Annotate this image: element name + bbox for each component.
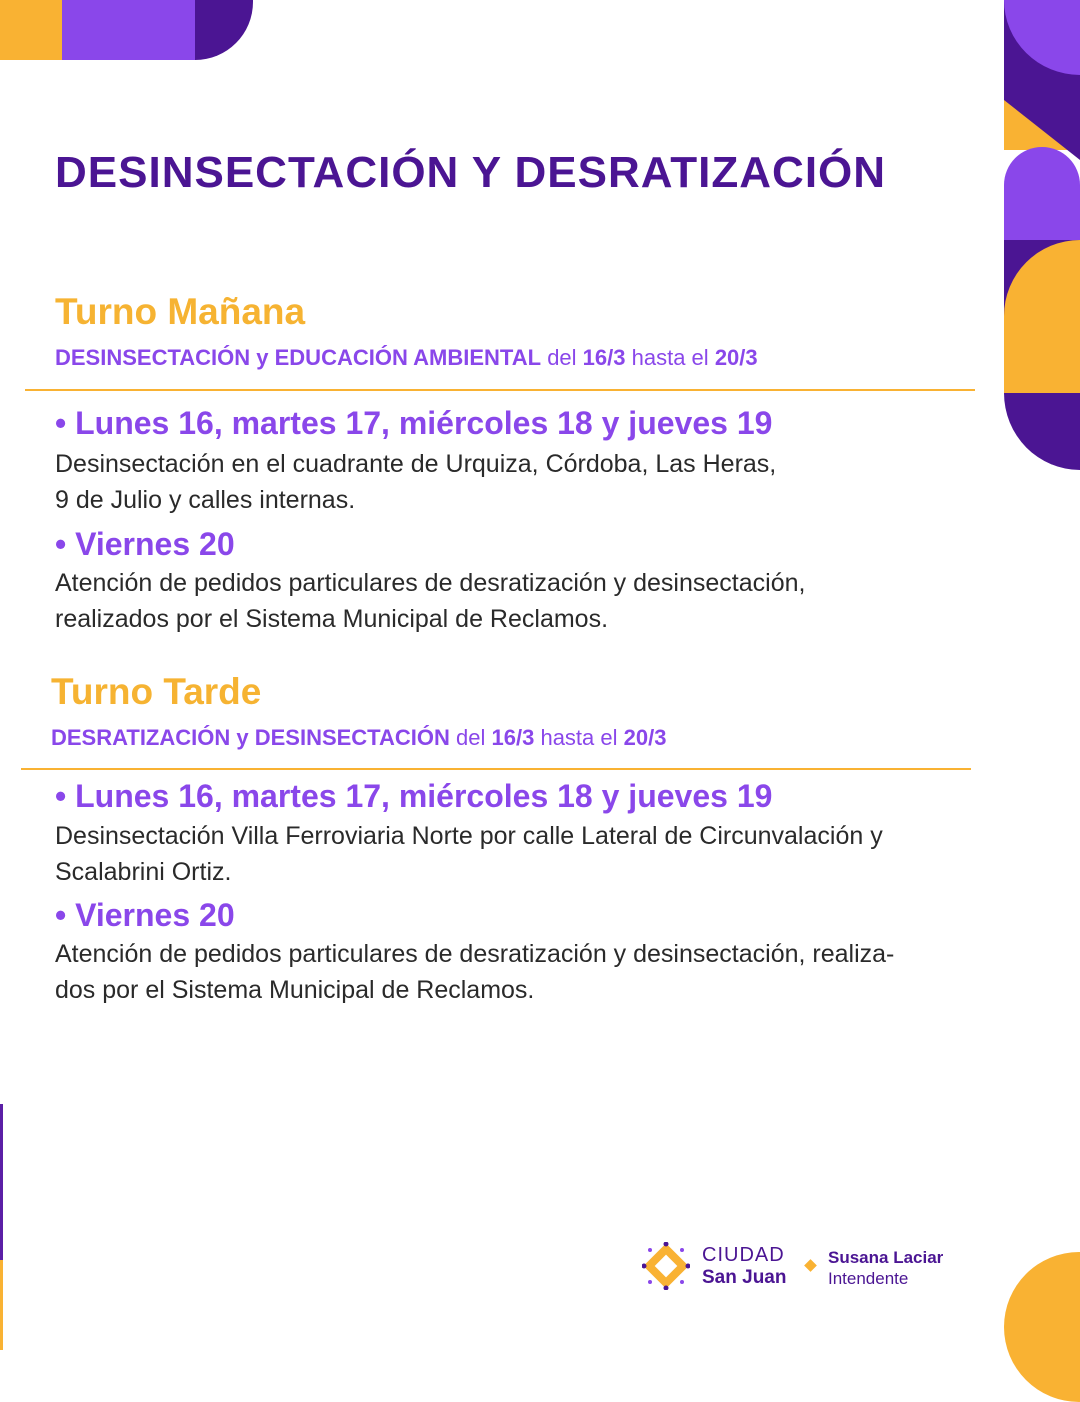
decor-right-pattern — [1004, 0, 1080, 470]
ciudad-san-juan-logo-icon — [642, 1242, 690, 1290]
morning-subtitle — [55, 345, 758, 371]
afternoon-hasta: hasta el — [540, 725, 618, 750]
morning-activity: DESINSECTACIÓN y EDUCACIÓN AMBIENTAL — [55, 345, 542, 370]
afternoon-item-2-title: • Viernes 20 — [55, 897, 235, 933]
morning-to: 20/3 — [714, 345, 758, 370]
footer-person-name: Susana Laciar — [828, 1248, 944, 1267]
afternoon-to: 20/3 — [623, 725, 667, 750]
page-title: DESINSECTACIÓN Y DESRATIZACIÓN — [55, 148, 887, 197]
afternoon-item-2-line1: Atención de pedidos particulares de desratización y desinsectación, realiza- — [55, 940, 895, 968]
morning-heading: Turno Mañana — [55, 291, 306, 332]
afternoon-subtitle — [51, 725, 666, 751]
morning-hasta: hasta el — [631, 345, 709, 370]
afternoon-item-1-line2: Scalabrini Ortiz. — [55, 858, 232, 886]
brand-line-2: San Juan — [702, 1267, 787, 1288]
afternoon-divider — [21, 768, 971, 770]
afternoon-item-2-desc — [55, 936, 1045, 1008]
morning-item-1-line1: Desinsectación en el cuadrante de Urquiza, Córdoba, Las Heras, — [55, 450, 777, 478]
morning-del: del — [547, 345, 577, 370]
footer-person-role: Intendente — [828, 1269, 909, 1288]
afternoon-from: 16/3 — [491, 725, 535, 750]
afternoon-item-1-desc — [55, 818, 1045, 890]
afternoon-activity: DESRATIZACIÓN y DESINSECTACIÓN — [51, 725, 450, 750]
morning-item-2-desc — [55, 565, 1045, 637]
afternoon-item-2-line2: dos por el Sistema Municipal de Reclamos. — [55, 976, 535, 1004]
decor-left-bar-yellow — [0, 1260, 3, 1350]
morning-item-1-title: • Lunes 16, martes 17, miércoles 18 y jueves 19 — [55, 405, 773, 441]
afternoon-item-1-title: • Lunes 16, martes 17, miércoles 18 y jueves 19 — [55, 778, 773, 814]
morning-item-2-line1: Atención de pedidos particulares de desratización y desinsectación, — [55, 569, 806, 597]
decor-purple-block — [62, 0, 195, 60]
morning-item-2-title: • Viernes 20 — [55, 526, 235, 562]
morning-from: 16/3 — [582, 345, 626, 370]
afternoon-del: del — [456, 725, 486, 750]
decor-yellow-block — [0, 0, 62, 60]
brand-line-1: CIUDAD — [702, 1244, 785, 1266]
afternoon-item-1-line1: Desinsectación Villa Ferroviaria Norte por calle Lateral de Circunvalación y — [55, 822, 883, 850]
decor-bottom-right-circle — [1004, 1252, 1080, 1402]
afternoon-heading: Turno Tarde — [51, 671, 262, 712]
morning-item-1-line2: 9 de Julio y calles internas. — [55, 486, 356, 514]
morning-item-1-desc — [55, 446, 1045, 518]
morning-divider — [25, 389, 975, 391]
decor-quarter-circle — [195, 0, 253, 60]
morning-item-2-line2: realizados por el Sistema Municipal de Reclamos. — [55, 605, 609, 633]
footer-separator-diamond — [804, 1259, 817, 1272]
